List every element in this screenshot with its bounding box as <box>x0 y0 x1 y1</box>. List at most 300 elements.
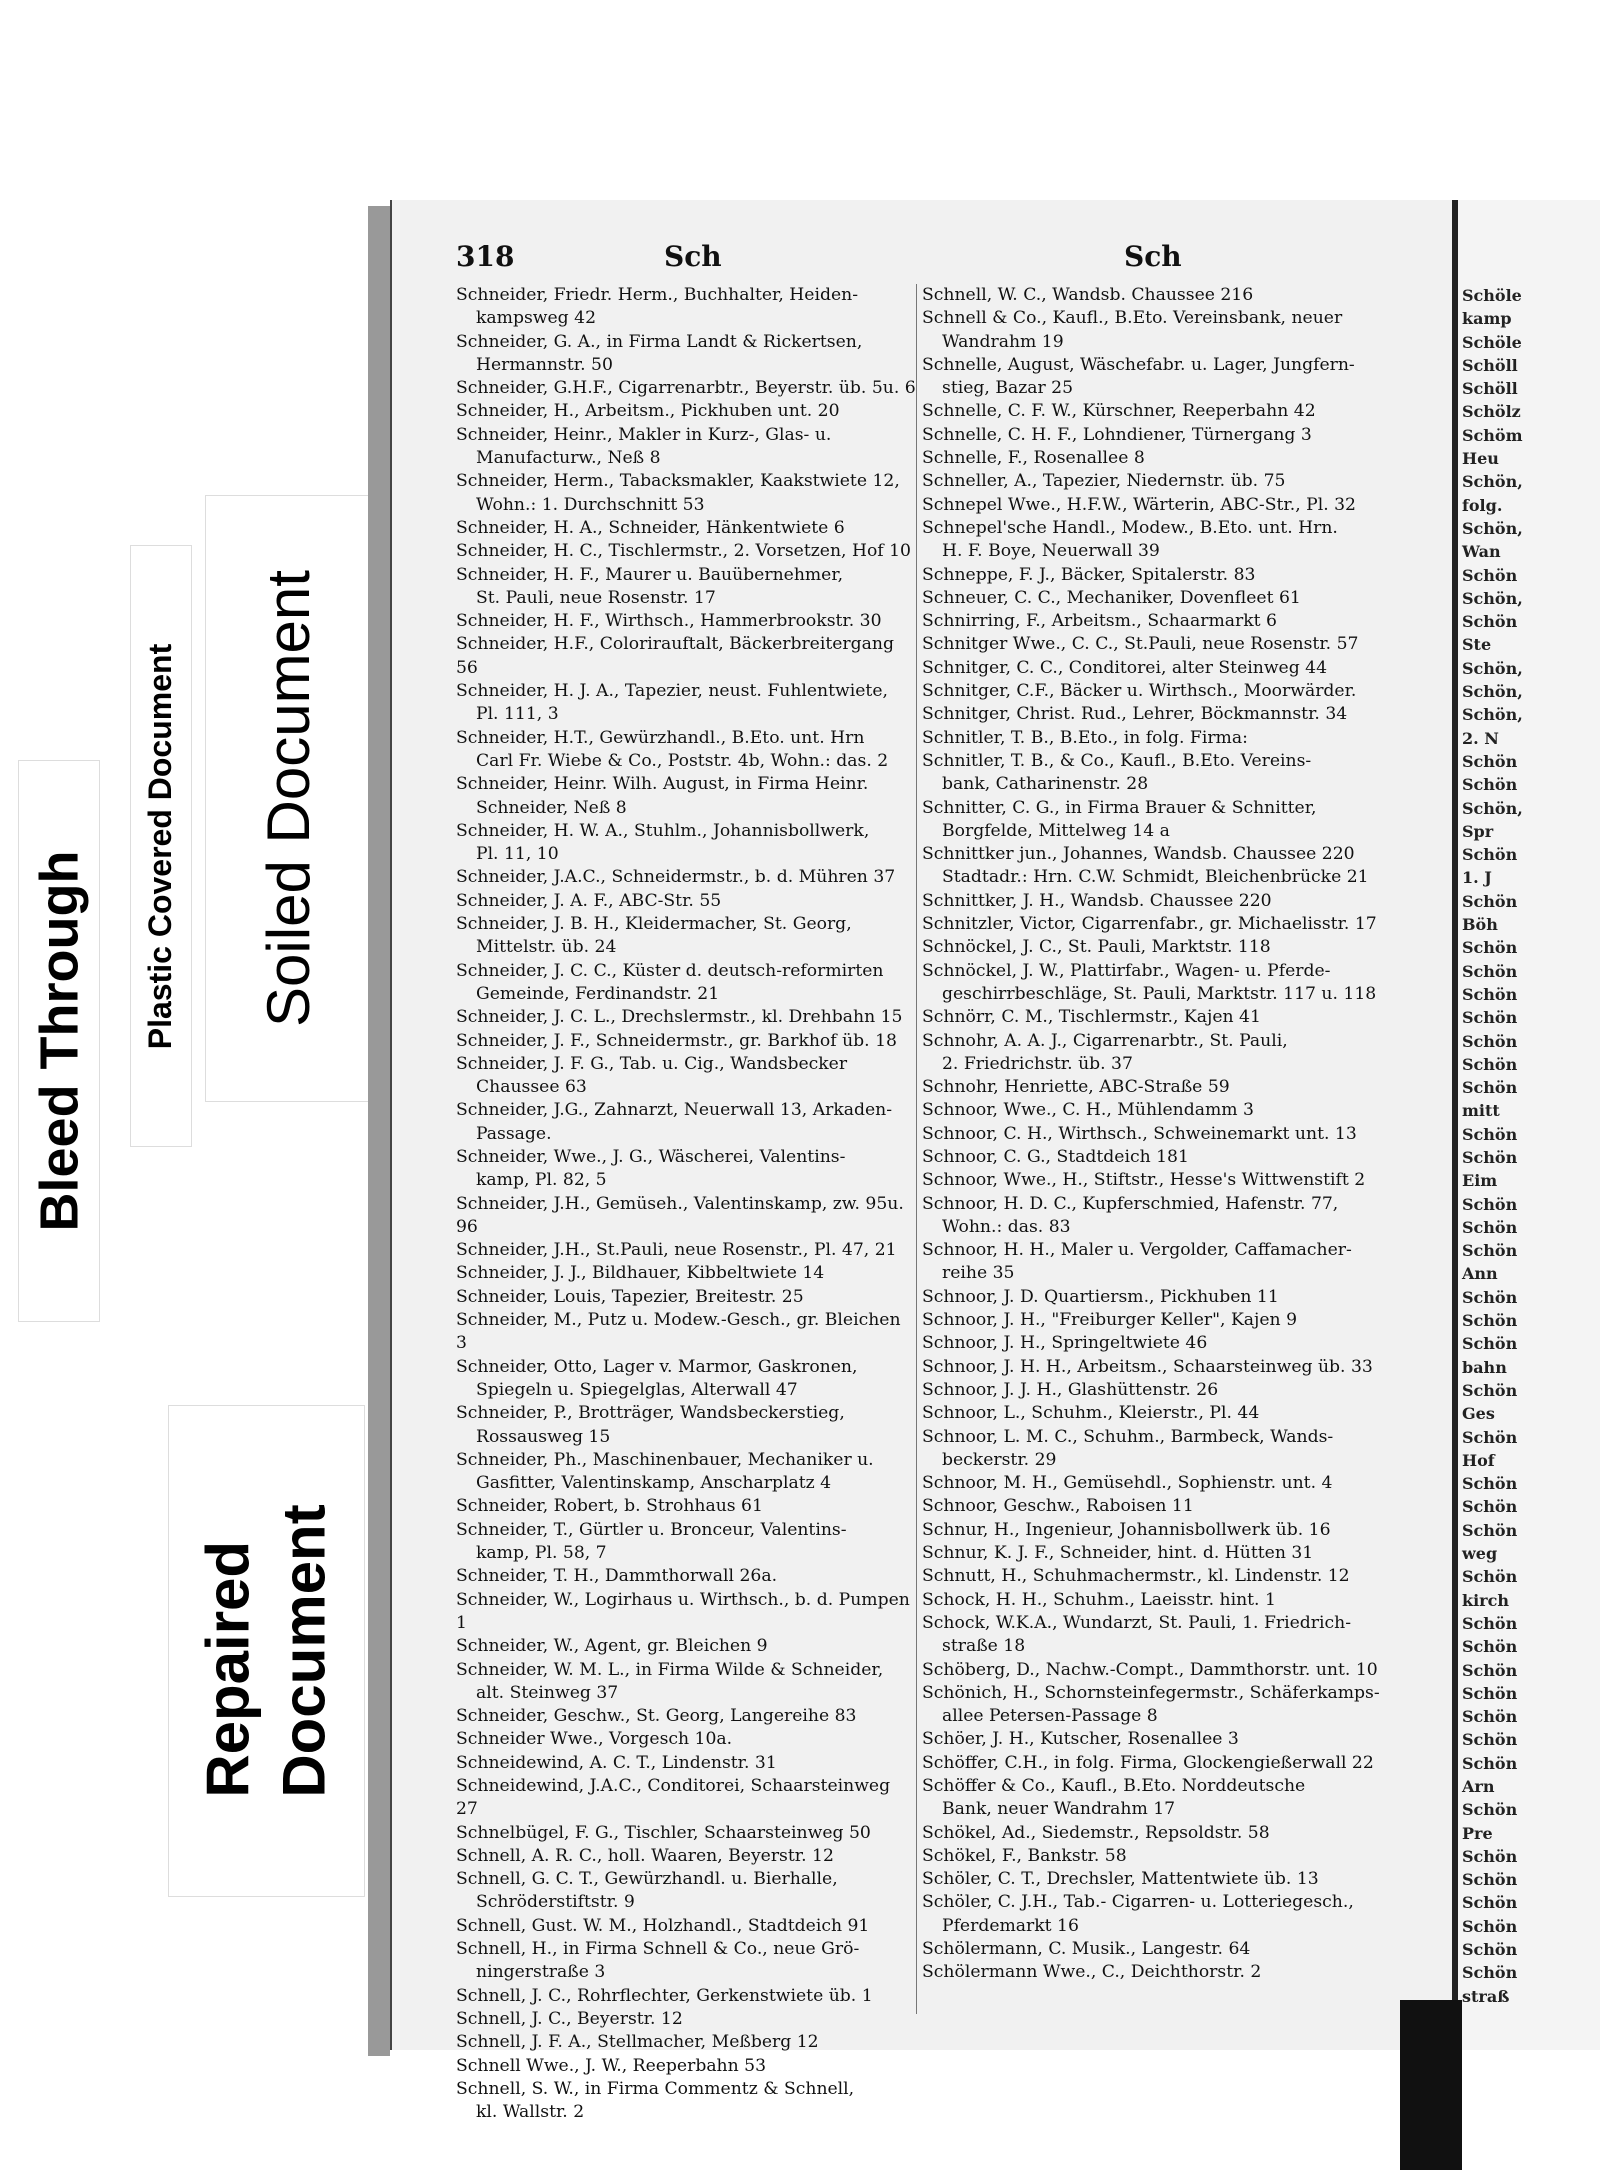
facing-page-fragment: 2. N <box>1462 728 1499 748</box>
facing-page-fragment: Schön <box>1462 1008 1518 1028</box>
directory-entry <box>922 1239 1382 1286</box>
directory-entry <box>922 1589 1382 1612</box>
entry-continuation: St. Pauli, neue Rosenstr. 17 <box>476 587 716 608</box>
directory-entry <box>922 1891 1382 1938</box>
directory-entry <box>456 2078 916 2125</box>
entry-line: Schnoor, Geschw., Raboisen 11 <box>922 1496 1194 1517</box>
entry-continuation: H. F. Boye, Neuerwall 39 <box>942 541 1160 562</box>
facing-page-fragment: Schön <box>1462 1730 1518 1750</box>
entry-line: Schock, W.K.A., Wundarzt, St. Pauli, 1. Friedrich- <box>922 1612 1352 1633</box>
facing-page-fragment: Spr <box>1462 821 1494 841</box>
repaired-text-block <box>191 1504 343 1797</box>
entry-line: Schnoor, H. H., Maler u. Vergolder, Caffamacher- <box>922 1240 1352 1261</box>
entry-line: Schneider, J. J., Bildhauer, Kibbeltwiete 14 <box>456 1263 825 1284</box>
entry-line: Schneider, Wwe., J. G., Wäscherei, Valentins- <box>456 1146 846 1167</box>
directory-entry <box>922 727 1382 750</box>
facing-page-fragment: Schöll <box>1462 379 1518 399</box>
plastic-covered-text: Plastic Covered Document <box>142 643 179 1049</box>
entry-line: Schneider, Otto, Lager v. Marmor, Gaskronen, <box>456 1356 858 1377</box>
page-header <box>456 240 1416 276</box>
facing-page-fragment: Schön <box>1462 1800 1518 1820</box>
entry-continuation: kampsweg 42 <box>476 308 597 329</box>
directory-entry <box>456 2031 916 2054</box>
directory-entry <box>922 890 1382 913</box>
directory-entry <box>456 727 916 774</box>
facing-page-fragment: Hof <box>1462 1450 1495 1470</box>
entry-line: Schneider, Ph., Maschinenbauer, Mechaniker u. <box>456 1449 874 1470</box>
entry-continuation: 2. Friedrichstr. üb. 37 <box>942 1053 1133 1074</box>
facing-page-fragment: Schön <box>1462 1147 1518 1167</box>
facing-page-fragment: Schön, <box>1462 705 1523 725</box>
facing-page-fragment: 1. J <box>1462 868 1492 888</box>
directory-entry <box>456 1309 916 1356</box>
entry-line: Schnell, J. F. A., Stellmacher, Meßberg 12 <box>456 2032 819 2053</box>
entry-line: Schneider, J. A. F., ABC-Str. 55 <box>456 890 722 911</box>
facing-page-fragment: Schön <box>1462 1311 1518 1331</box>
directory-entry <box>922 680 1382 703</box>
facing-page-fragment: Schön <box>1462 1427 1518 1447</box>
facing-page-fragment: Schön <box>1462 565 1518 585</box>
facing-page-fragment: Schön <box>1462 1707 1518 1727</box>
directory-entry <box>456 2055 916 2078</box>
facing-page-fragment: Schön <box>1462 1054 1518 1074</box>
entry-line: Schöberg, D., Nachw.-Compt., Dammthorstr. unt. 10 <box>922 1659 1378 1680</box>
directory-entry <box>456 1053 916 1100</box>
facing-page-fragment: Schön <box>1462 1846 1518 1866</box>
directory-entry <box>456 284 916 331</box>
facing-page-fragment: Schön <box>1462 1916 1518 1936</box>
directory-entry <box>922 564 1382 587</box>
directory-entry <box>922 797 1382 844</box>
directory-entry <box>456 1006 916 1029</box>
entry-line: Schnell Wwe., J. W., Reeperbahn 53 <box>456 2055 767 2076</box>
entry-line: Schneidewind, A. C. T., Lindenstr. 31 <box>456 1752 777 1773</box>
entry-line: Schneider, H. F., Maurer u. Bauübernehmer, <box>456 564 844 585</box>
entry-line: Schnell, J. C., Rohrflechter, Gerkenstwiete üb. 1 <box>456 1985 873 2006</box>
facing-page-fragment: Schön <box>1462 1683 1518 1703</box>
entry-line: Schnohr, Henriette, ABC-Straße 59 <box>922 1077 1230 1098</box>
facing-page-fragment: Schön <box>1462 1334 1518 1354</box>
directory-entry <box>922 1193 1382 1240</box>
facing-page-fragment: Schön <box>1462 1078 1518 1098</box>
facing-page-fragment: Schöll <box>1462 355 1518 375</box>
directory-entry <box>456 1915 916 1938</box>
entry-continuation: Schröderstiftstr. 9 <box>476 1892 635 1913</box>
entry-line: Schnoor, Wwe., H., Stiftstr., Hesse's Wittwenstift 2 <box>922 1170 1366 1191</box>
entry-line: Schneider, M., Putz u. Modew.-Gesch., gr. Bleichen 3 <box>456 1310 901 1354</box>
directory-entry <box>456 424 916 471</box>
directory-entry <box>456 1193 916 1240</box>
directory-entry <box>922 1822 1382 1845</box>
entry-continuation: Carl Fr. Wiebe & Co., Poststr. 4b, Wohn.: das. 2 <box>476 750 889 771</box>
entry-line: Schnitter, C. G., in Firma Brauer & Schnitter, <box>922 797 1317 818</box>
directory-entry <box>456 1262 916 1285</box>
directory-entry <box>456 1752 916 1775</box>
entry-line: Schölermann, C. Musik., Langestr. 64 <box>922 1939 1251 1960</box>
running-head-right: Sch <box>1124 240 1182 273</box>
directory-entry <box>922 1845 1382 1868</box>
facing-page-fragment: Schön <box>1462 775 1518 795</box>
directory-entry <box>922 494 1382 517</box>
entry-line: Schnoor, C. G., Stadtdeich 181 <box>922 1146 1189 1167</box>
facing-page-fragment: Ges <box>1462 1404 1495 1424</box>
entry-line: Schnoor, J. H., "Freiburger Keller", Kajen 9 <box>922 1310 1298 1331</box>
directory-entry <box>922 1123 1382 1146</box>
entry-line: Schneider, H. J. A., Tapezier, neust. Fuhlentwiete, <box>456 681 888 702</box>
directory-entry <box>922 1775 1382 1822</box>
entry-line: Schneider, Heinr., Makler in Kurz-, Glas- u. <box>456 424 832 445</box>
facing-page-fragment: Schölz <box>1462 402 1521 422</box>
entry-line: Schnur, H., Ingenieur, Johannisbollwerk üb. 16 <box>922 1519 1331 1540</box>
facing-page-fragment: Schön <box>1462 1753 1518 1773</box>
entry-line: Schneider, W., Logirhaus u. Wirthsch., b. d. Pumpen 1 <box>456 1589 910 1633</box>
directory-entry <box>456 540 916 563</box>
facing-page-fragment: kamp <box>1462 309 1512 329</box>
entry-line: Schöffer & Co., Kaufl., B.Eto. Norddeutsche <box>922 1776 1306 1796</box>
facing-page-fragment: Schön, <box>1462 472 1523 492</box>
entry-line: Schnoor, L. M. C., Schuhm., Barmbeck, Wands- <box>922 1426 1334 1447</box>
directory-entry <box>922 400 1382 423</box>
directory-entry <box>922 470 1382 493</box>
facing-page-fragment: Schön <box>1462 1194 1518 1214</box>
directory-entry <box>922 1565 1382 1588</box>
directory-entry <box>456 400 916 423</box>
entry-line: Schökel, Ad., Siedemstr., Repsoldstr. 58 <box>922 1822 1270 1843</box>
directory-entry <box>922 1868 1382 1891</box>
directory-entry <box>922 703 1382 726</box>
spine-shadow <box>1400 2000 1462 2170</box>
entry-line: Schnell & Co., Kaufl., B.Eto. Vereinsbank, neuer <box>922 308 1343 329</box>
facing-page-fragment: Schön, <box>1462 658 1523 678</box>
directory-entry <box>922 1752 1382 1775</box>
entry-continuation: geschirrbeschläge, St. Pauli, Marktstr. 117 u. 118 <box>942 983 1377 1004</box>
facing-page-fragment: Schön <box>1462 612 1518 632</box>
entry-continuation: Pl. 111, 3 <box>476 704 559 725</box>
entry-line: Schnirring, F., Arbeitsm., Schaarmarkt 6 <box>922 611 1277 632</box>
entry-line: Schnitger Wwe., C. C., St.Pauli, neue Rosenstr. 57 <box>922 634 1359 655</box>
directory-entry <box>922 517 1382 564</box>
entry-continuation: kamp, Pl. 58, 7 <box>476 1543 607 1564</box>
directory-entry <box>922 1519 1382 1542</box>
entry-line: Schneider, J.A.C., Schneidermstr., b. d. Mühren 37 <box>456 867 896 888</box>
entry-line: Schneider, G. A., in Firma Landt & Rickertsen, <box>456 331 863 352</box>
soiled-text: Soiled Document <box>255 570 323 1027</box>
directory-entry <box>456 470 916 517</box>
directory-entry <box>456 377 916 400</box>
facing-page-fragment: mitt <box>1462 1101 1500 1121</box>
entry-line: Schnell, J. C., Beyerstr. 12 <box>456 2008 683 2029</box>
entry-line: Schnoor, J. H. H., Arbeitsm., Schaarsteinweg üb. 33 <box>922 1356 1373 1377</box>
entry-line: Schnoor, J. D. Quartiersm., Pickhuben 11 <box>922 1286 1279 1307</box>
entry-line: Schnittker jun., Johannes, Wandsb. Chaussee 220 <box>922 844 1355 865</box>
facing-page-fragment: Ste <box>1462 635 1492 655</box>
entry-continuation: Rossausweg 15 <box>476 1426 611 1447</box>
entry-line: Schnell, S. W., in Firma Commentz & Schnell, <box>456 2078 855 2099</box>
entry-line: Schnoor, L., Schuhm., Kleierstr., Pl. 44 <box>922 1403 1260 1424</box>
facing-page-fragment: Schön <box>1462 961 1518 981</box>
entry-continuation: Hermannstr. 50 <box>476 354 613 375</box>
facing-page-fragment: Heu <box>1462 449 1499 469</box>
entry-line: Schnoor, C. H., Wirthsch., Schweinemarkt unt. 13 <box>922 1123 1357 1144</box>
entry-line: Schneider, J. B. H., Kleidermacher, St. Georg, <box>456 914 852 935</box>
facing-page-fragment: Schön <box>1462 938 1518 958</box>
directory-entry <box>456 1938 916 1985</box>
entry-line: Schneuer, C. C., Mechaniker, Dovenfleet 61 <box>922 587 1301 608</box>
entry-continuation: Pferdemarkt 16 <box>942 1915 1079 1936</box>
entry-continuation: Wandrahm 19 <box>942 331 1064 352</box>
entry-line: Schnöckel, J. C., St. Pauli, Marktstr. 118 <box>922 937 1271 958</box>
directory-entry <box>922 960 1382 1007</box>
column-divider <box>916 284 917 2014</box>
entry-line: Schnur, K. J. F., Schneider, hint. d. Hütten 31 <box>922 1543 1314 1564</box>
facing-page-fragment: Schön <box>1462 1124 1518 1144</box>
facing-page-fragment: Ann <box>1462 1264 1498 1284</box>
repaired-label <box>168 1405 365 1897</box>
facing-page-fragment: straß <box>1462 1986 1510 2006</box>
facing-page-fragment: Schön <box>1462 1963 1518 1983</box>
entry-line: Schneidewind, J.A.C., Conditorei, Schaarsteinweg 27 <box>456 1776 891 1820</box>
directory-entry <box>922 1076 1382 1099</box>
entry-continuation: Stadtadr.: Hrn. C.W. Schmidt, Bleichenbrücke 21 <box>942 867 1369 888</box>
directory-entry <box>456 1146 916 1193</box>
entry-line: Schnell, Gust. W. M., Holzhandl., Stadtdeich 91 <box>456 1915 870 1936</box>
entry-line: Schneider, J. F., Schneidermstr., gr. Barkhof üb. 18 <box>456 1030 897 1051</box>
directory-entry <box>456 1565 916 1588</box>
directory-entry <box>922 424 1382 447</box>
entry-line: Schnoor, J. H., Springeltwiete 46 <box>922 1333 1208 1354</box>
facing-page-fragment: Schön <box>1462 1287 1518 1307</box>
directory-entry <box>456 1286 916 1309</box>
entry-line: Schneider, W. M. L., in Firma Wilde & Schneider, <box>456 1659 884 1680</box>
directory-entry <box>456 1868 916 1915</box>
facing-page-fragments <box>1458 284 1523 2008</box>
directory-entry <box>456 1985 916 2008</box>
entry-line: Schnutt, H., Schuhmachermstr., kl. Lindenstr. 12 <box>922 1566 1350 1587</box>
facing-page-fragment: Schön <box>1462 1520 1518 1540</box>
directory-entry <box>456 773 916 820</box>
directory-entry <box>456 1775 916 1822</box>
entry-line: Schöler, C. J.H., Tab.- Cigarren- u. Lotteriegesch., <box>922 1892 1354 1913</box>
entry-line: Schnepel Wwe., H.F.W., Wärterin, ABC-Str., Pl. 32 <box>922 494 1356 515</box>
facing-page <box>1458 200 1600 2050</box>
directory-entry <box>922 610 1382 633</box>
entry-line: Schnörr, C. M., Tischlermstr., Kajen 41 <box>922 1007 1261 1028</box>
entry-line: Schöer, J. H., Kutscher, Rosenallee 3 <box>922 1729 1239 1750</box>
entry-continuation: Gemeinde, Ferdinandstr. 21 <box>476 983 720 1004</box>
facing-page-fragment: folg. <box>1462 495 1503 515</box>
entry-line: Schneider, Herm., Tabacksmakler, Kaakstwiete 12, <box>456 471 900 492</box>
entry-continuation: alt. Steinweg 37 <box>476 1682 619 1703</box>
facing-page-fragment: Schön <box>1462 1870 1518 1890</box>
entry-line: Schneider, W., Agent, gr. Bleichen 9 <box>456 1636 768 1657</box>
facing-page-fragment: Schön, <box>1462 588 1523 608</box>
entry-continuation: reihe 35 <box>942 1263 1015 1284</box>
entry-line: Schnelle, August, Wäschefabr. u. Lager, Jungfern- <box>922 354 1355 375</box>
directory-entry <box>456 1589 916 1636</box>
entry-line: Schnoor, Wwe., C. H., Mühlendamm 3 <box>922 1100 1254 1121</box>
directory-entry <box>922 1682 1382 1729</box>
facing-page-fragment: Schön <box>1462 1217 1518 1237</box>
entry-continuation: straße 18 <box>942 1636 1026 1657</box>
entry-line: Schnohr, A. A. J., Cigarrenarbtr., St. Pauli, <box>922 1030 1288 1051</box>
directory-entry <box>922 1169 1382 1192</box>
facing-page-fragment: Schöle <box>1462 286 1522 305</box>
entry-line: Schneider, Heinr. Wilh. August, in Firma Heinr. <box>456 774 869 795</box>
directory-entry <box>456 1099 916 1146</box>
entry-line: Schneider, J. C. C., Küster d. deutsch-reformirten <box>456 960 884 981</box>
directory-entry <box>922 1286 1382 1309</box>
bleed-through-text: Bleed Through <box>29 850 90 1232</box>
directory-entry <box>456 564 916 611</box>
facing-page-fragment: Schön <box>1462 1940 1518 1960</box>
entry-line: Schneider, Geschw., St. Georg, Langereihe 83 <box>456 1706 857 1727</box>
directory-entry <box>456 1519 916 1566</box>
entry-line: Schnöckel, J. W., Plattirfabr., Wagen- u. Pferde- <box>922 960 1331 981</box>
directory-entry <box>922 284 1382 307</box>
entry-continuation: beckerstr. 29 <box>942 1449 1057 1470</box>
directory-page <box>390 200 1454 2123</box>
entry-line: Schnitzler, Victor, Cigarrenfabr., gr. Michaelisstr. 17 <box>922 914 1377 935</box>
entry-continuation: bank, Catharinenstr. 28 <box>942 774 1149 795</box>
facing-page-fragment: Schön <box>1462 1241 1518 1261</box>
directory-entry <box>922 1938 1382 1961</box>
entry-line: Schnell, A. R. C., holl. Waaren, Beyerstr. 12 <box>456 1845 834 1866</box>
directory-entry <box>922 936 1382 959</box>
entry-line: Schneppe, F. J., Bäcker, Spitalerstr. 83 <box>922 564 1256 585</box>
facing-page-fragment: Schön, <box>1462 798 1523 818</box>
entry-continuation: Manufacturw., Neß 8 <box>476 448 661 469</box>
directory-entry <box>922 447 1382 470</box>
entry-line: Schneider, J.H., Gemüseh., Valentinskamp, zw. 95u. 96 <box>456 1193 904 1237</box>
entry-line: Schnelle, F., Rosenallee 8 <box>922 448 1145 469</box>
repaired-text-line1: Repaired <box>194 1540 262 1798</box>
facing-page-fragment: kirch <box>1462 1590 1509 1610</box>
directory-entry <box>456 820 916 867</box>
right-column <box>922 284 1382 1985</box>
facing-page-fragment: Schöm <box>1462 425 1523 445</box>
entry-continuation: Gasfitter, Valentinskamp, Anscharplatz 4 <box>476 1473 832 1494</box>
entry-line: Schneider, J. F. G., Tab. u. Cig., Wandsbecker <box>456 1053 848 1074</box>
directory-entry <box>922 913 1382 936</box>
directory-entry <box>922 1612 1382 1659</box>
directory-entry <box>456 913 916 960</box>
entry-line: Schnitger, C. C., Conditorei, alter Steinweg 44 <box>922 657 1328 678</box>
soiled-label <box>205 495 372 1102</box>
entry-line: Schnelbügel, F. G., Tischler, Schaarsteinweg 50 <box>456 1822 871 1843</box>
entry-line: Schnitler, T. B., B.Eto., in folg. Firma: <box>922 727 1248 748</box>
entry-line: Schnepel'sche Handl., Modew., B.Eto. unt. Hrn. <box>922 517 1338 538</box>
directory-entry <box>456 890 916 913</box>
facing-page-fragment: Schön <box>1462 1613 1518 1633</box>
entry-continuation: Schneider, Neß 8 <box>476 797 627 818</box>
directory-entry <box>922 1099 1382 1122</box>
entry-line: Schnell, H., in Firma Schnell & Co., neue Grö- <box>456 1939 860 1960</box>
entry-continuation: Bank, neuer Wandrahm 17 <box>942 1799 1176 1820</box>
directory-entry <box>456 680 916 727</box>
entry-continuation: allee Petersen-Passage 8 <box>942 1706 1158 1727</box>
entry-line: Schneller, A., Tapezier, Niedernstr. üb. 75 <box>922 471 1286 492</box>
directory-entry <box>922 1426 1382 1473</box>
directory-entry <box>922 1030 1382 1077</box>
directory-entry <box>922 1542 1382 1565</box>
facing-page-fragment: Schön <box>1462 1660 1518 1680</box>
facing-page-fragment: weg <box>1462 1544 1498 1564</box>
facing-page-fragment: Arn <box>1462 1777 1495 1796</box>
facing-page-fragment: Schön, <box>1462 682 1523 702</box>
entry-line: Schnitger, Christ. Rud., Lehrer, Böckmannstr. 34 <box>922 704 1348 725</box>
directory-entry <box>922 1379 1382 1402</box>
facing-page-fragment: Schön <box>1462 1567 1518 1587</box>
directory-entry <box>922 587 1382 610</box>
directory-entry <box>456 1030 916 1053</box>
entry-continuation: Chaussee 63 <box>476 1077 587 1098</box>
facing-page-fragment: Wan <box>1462 542 1501 562</box>
entry-line: Schnittker, J. H., Wandsb. Chaussee 220 <box>922 890 1272 911</box>
left-column <box>456 284 916 2124</box>
facing-page-fragment: bahn <box>1462 1357 1507 1377</box>
facing-page-fragment: Böh <box>1462 915 1498 935</box>
directory-entry <box>922 1006 1382 1029</box>
directory-entry <box>456 1822 916 1845</box>
entry-line: Schneider, H., Arbeitsm., Pickhuben unt. 20 <box>456 401 840 422</box>
directory-entry <box>456 1845 916 1868</box>
directory-entry <box>456 1239 916 1262</box>
entry-line: Schneider, H. F., Wirthsch., Hammerbrookstr. 30 <box>456 611 882 632</box>
plastic-covered-label <box>130 545 192 1147</box>
directory-entry <box>922 1309 1382 1332</box>
entry-continuation: Pl. 11, 10 <box>476 844 559 865</box>
entry-line: Schneider, T. H., Dammthorwall 26a. <box>456 1566 778 1587</box>
page-number: 318 <box>456 240 515 273</box>
directory-entry <box>456 610 916 633</box>
facing-page-fragment: Eim <box>1462 1171 1498 1191</box>
entry-line: Schneider, J. C. L., Drechslermstr., kl. Drehbahn 15 <box>456 1007 903 1028</box>
entry-line: Schneider, H. W. A., Stuhlm., Johannisbollwerk, <box>456 820 870 841</box>
entry-continuation: kamp, Pl. 82, 5 <box>476 1170 607 1191</box>
entry-line: Schneider, H.F., Colorirauftalt, Bäckerbreitergang 56 <box>456 634 894 678</box>
facing-page-fragment: Schön <box>1462 1474 1518 1494</box>
bleed-through-label <box>18 760 100 1322</box>
entry-line: Schölermann Wwe., C., Deichthorstr. 2 <box>922 1962 1262 1983</box>
entry-line: Schnell, G. C. T., Gewürzhandl. u. Bierhalle, <box>456 1869 838 1890</box>
directory-entry <box>456 2008 916 2031</box>
entry-line: Schöffer, C.H., in folg. Firma, Glockengießerwall 22 <box>922 1752 1374 1773</box>
book-page-edge <box>368 206 390 2056</box>
entry-line: Schnoor, M. H., Gemüsehdl., Sophienstr. unt. 4 <box>922 1473 1333 1494</box>
directory-entry <box>456 1402 916 1449</box>
directory-entry <box>922 1728 1382 1751</box>
entry-continuation: Borgfelde, Mittelweg 14 a <box>942 820 1170 841</box>
entry-line: Schnitger, C.F., Bäcker u. Wirthsch., Moorwärder. <box>922 681 1357 702</box>
directory-entry <box>456 1659 916 1706</box>
repaired-text-line2: Document <box>270 1504 338 1798</box>
entry-line: Schnoor, H. D. C., Kupferschmied, Hafenstr. 77, <box>922 1193 1339 1214</box>
entry-continuation: Wohn.: das. 83 <box>942 1216 1071 1237</box>
directory-entry <box>922 1332 1382 1355</box>
directory-entry <box>922 633 1382 656</box>
entry-line: Schnelle, C. H. F., Lohndiener, Türnergang 3 <box>922 424 1312 445</box>
entry-line: Schnell, W. C., Wandsb. Chaussee 216 <box>922 285 1254 305</box>
directory-entry <box>922 1146 1382 1169</box>
directory-entry <box>456 960 916 1007</box>
directory-entry <box>456 331 916 378</box>
directory-entry <box>456 1728 916 1751</box>
directory-entry <box>922 843 1382 890</box>
facing-page-fragment: Schön <box>1462 891 1518 911</box>
entry-line: Schneider, J.H., St.Pauli, neue Rosenstr., Pl. 47, 21 <box>456 1240 897 1261</box>
directory-entry <box>922 1961 1382 1984</box>
entry-line: Schöler, C. T., Drechsler, Mattentwiete üb. 13 <box>922 1869 1319 1890</box>
